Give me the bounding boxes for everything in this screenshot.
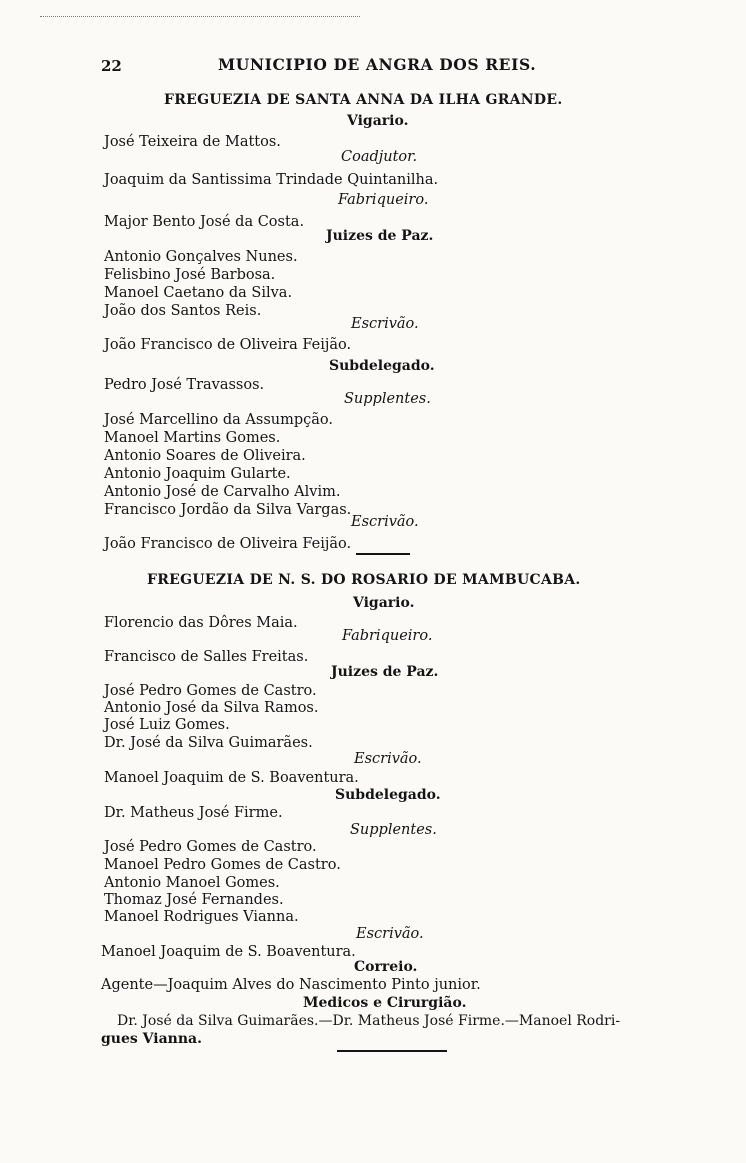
parish2-supplente: Thomaz José Fernandes.: [104, 892, 284, 908]
end-rule: [337, 1050, 447, 1052]
parish1-supplentes-label: Supplentes.: [344, 391, 431, 407]
parish1-juiz: Manoel Caetano da Silva.: [104, 285, 293, 301]
parish2-title: FREGUEZIA DE N. S. DO ROSARIO DE MAMBUCABA.: [147, 572, 581, 588]
parish2-supplentes-label: Supplentes.: [350, 822, 437, 838]
parish2-juiz: Dr. José da Silva Guimarães.: [104, 735, 313, 751]
parish2-escrivao1-label: Escrivão.: [354, 751, 422, 767]
parish2-juiz: José Luiz Gomes.: [104, 717, 230, 733]
parish1-supplente: Antonio Soares de Oliveira.: [104, 448, 306, 464]
top-edge-specks: [40, 16, 360, 19]
parish2-escrivao2-label: Escrivão.: [356, 926, 424, 942]
parish2-supplente: Antonio Manoel Gomes.: [104, 875, 280, 891]
parish1-subdelegado: Pedro José Travassos.: [104, 377, 265, 393]
parish2-fabriqueiro: Francisco de Salles Freitas.: [104, 649, 309, 665]
parish2-supplente: Manoel Pedro Gomes de Castro.: [104, 857, 341, 873]
parish1-juiz: João dos Santos Reis.: [104, 303, 262, 319]
parish1-supplente: Antonio José de Carvalho Alvim.: [104, 484, 341, 500]
parish1-escrivao2: João Francisco de Oliveira Feijão.: [104, 536, 352, 552]
parish2-vigario: Florencio das Dôres Maia.: [104, 615, 298, 631]
parish2-medicos-label: Medicos e Cirurgião.: [303, 995, 467, 1011]
parish1-coadjutor: Joaquim da Santissima Trindade Quintanilha.: [104, 172, 439, 188]
parish1-escrivao1-label: Escrivão.: [351, 316, 419, 332]
parish2-escrivao1: Manoel Joaquim de S. Boaventura.: [104, 770, 359, 786]
parish2-subdelegado-label: Subdelegado.: [335, 787, 441, 803]
parish1-supplente: Antonio Joaquim Gularte.: [104, 466, 291, 482]
parish1-escrivao2-label: Escrivão.: [351, 514, 419, 530]
parish1-vigario: José Teixeira de Mattos.: [104, 134, 281, 150]
parish1-coadjutor-label: Coadjutor.: [341, 149, 418, 165]
parish1-title: FREGUEZIA DE SANTA ANNA DA ILHA GRANDE.: [164, 92, 563, 108]
parish1-fabriqueiro-label: Fabriqueiro.: [338, 192, 429, 208]
parish2-correio-label: Correio.: [354, 959, 418, 975]
parish2-medicos-line1: Dr. José da Silva Guimarães.—Dr. Matheus José Firme.—Manoel Rodri-: [117, 1013, 621, 1029]
parish1-supplente: José Marcellino da Assumpção.: [104, 412, 333, 428]
page-number: 22: [101, 57, 122, 75]
parish2-juiz: Antonio José da Silva Ramos.: [104, 700, 319, 716]
parish2-juizes-label: Juizes de Paz.: [331, 664, 439, 680]
parish1-vigario-label: Vigario.: [347, 113, 409, 129]
running-head: MUNICIPIO DE ANGRA DOS REIS.: [218, 55, 537, 74]
section-divider: [356, 553, 410, 555]
parish1-fabriqueiro: Major Bento José da Costa.: [104, 214, 305, 230]
parish2-medicos-line2: gues Vianna.: [101, 1031, 202, 1047]
parish1-supplente: Francisco Jordão da Silva Vargas.: [104, 502, 352, 518]
parish2-agente: Agente—Joaquim Alves do Nascimento Pinto junior.: [101, 977, 481, 993]
parish1-juizes-label: Juizes de Paz.: [326, 228, 434, 244]
parish1-escrivao1: João Francisco de Oliveira Feijão.: [104, 337, 352, 353]
parish2-supplente: Manoel Rodrigues Vianna.: [104, 909, 299, 925]
parish1-juiz: Felisbino José Barbosa.: [104, 267, 276, 283]
parish1-juiz: Antonio Gonçalves Nunes.: [104, 249, 298, 265]
parish2-juiz: José Pedro Gomes de Castro.: [104, 683, 317, 699]
parish2-fabriqueiro-label: Fabriqueiro.: [342, 628, 433, 644]
parish2-subdelegado: Dr. Matheus José Firme.: [104, 805, 283, 821]
parish2-vigario-label: Vigario.: [353, 595, 415, 611]
parish1-supplente: Manoel Martins Gomes.: [104, 430, 281, 446]
parish1-subdelegado-label: Subdelegado.: [329, 358, 435, 374]
parish2-escrivao2: Manoel Joaquim de S. Boaventura.: [101, 944, 356, 960]
parish2-supplente: José Pedro Gomes de Castro.: [104, 839, 317, 855]
